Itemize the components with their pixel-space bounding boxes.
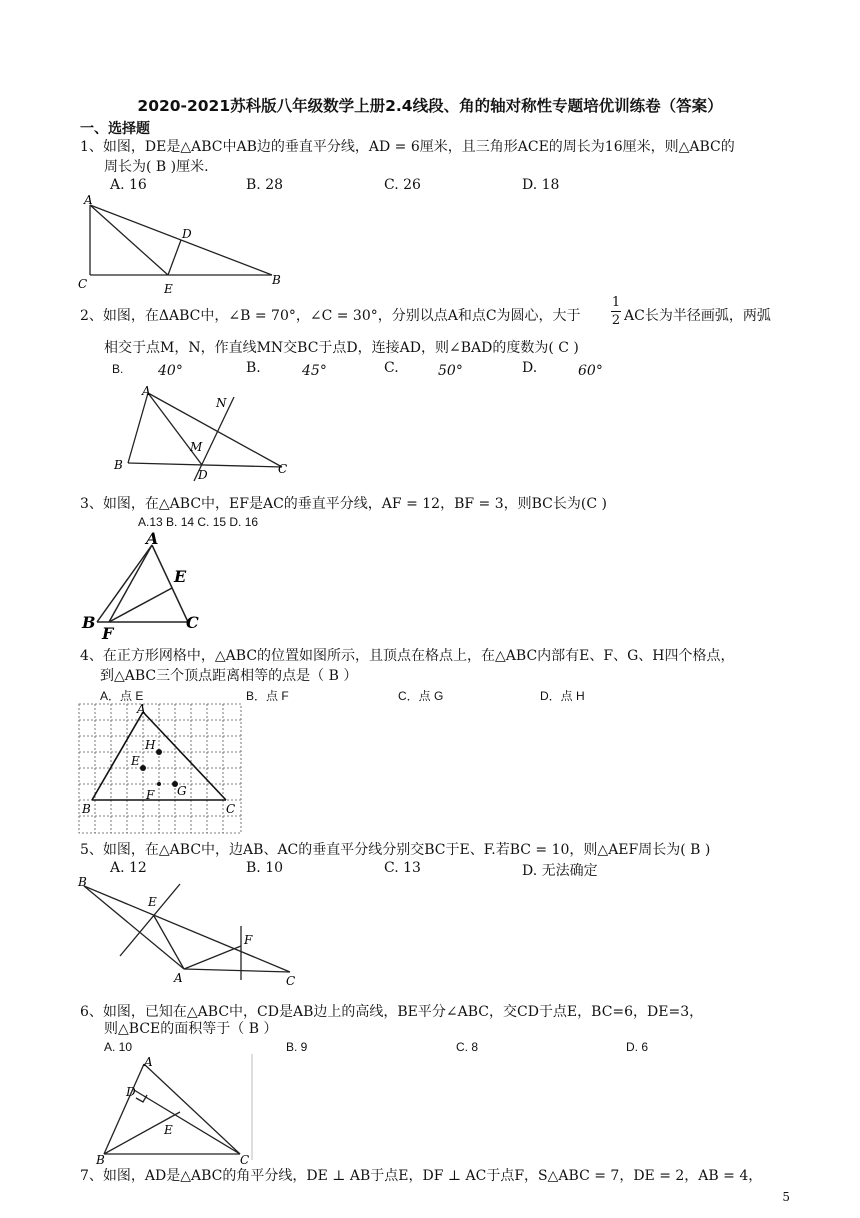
q4-option-d: D．点 H bbox=[540, 689, 585, 703]
q3-label-b: B bbox=[82, 613, 96, 632]
q1-label-b: B bbox=[272, 273, 281, 287]
q5-stem-line1: 5、如图，在△ABC中，边AB、AC的垂直平分线分别交BC于E、F.若BC = 10，则△AEF周长为( B ) bbox=[80, 842, 711, 858]
q2-stem-line2: 相交于点M，N，作直线MN交BC于点D，连接AD，则∠BAD的度数为( C ) bbox=[104, 340, 579, 356]
q3-options: A.13 B. 14 C. 15 D. 16 bbox=[138, 515, 259, 529]
q1-stem-line1: 1、如图，DE是△ABC中AB边的垂直平分线，AD = 6厘米，且三角形ACE的周长为16厘米，则△ABC的 bbox=[80, 139, 735, 155]
q2-frac-num: 1 bbox=[611, 295, 621, 310]
q2-option-c-letter: C. bbox=[384, 360, 399, 376]
q6-label-c: C bbox=[240, 1153, 250, 1166]
q7-stem-line1: 7、如图，AD是△ABC的角平分线，DE ⊥ AB于点E，DF ⊥ AC于点F，S△ABC = 7，DE = 2，AB = 4， bbox=[80, 1168, 763, 1184]
q5-figure bbox=[76, 874, 298, 990]
q3-label-a: A bbox=[146, 530, 159, 548]
q4-label-h: H bbox=[145, 738, 156, 752]
q2-fraction bbox=[611, 296, 621, 327]
q2-option-a-value: 40° bbox=[158, 363, 183, 379]
q5-label-c: C bbox=[286, 974, 296, 988]
q2-label-c: C bbox=[278, 462, 288, 476]
q5-label-e: E bbox=[148, 895, 157, 909]
q3-figure bbox=[80, 530, 210, 640]
q4-label-f: F bbox=[146, 788, 155, 802]
q2-label-d: D bbox=[198, 468, 208, 482]
q6-option-a: A. 10 bbox=[104, 1040, 133, 1054]
q5-label-f: F bbox=[244, 933, 253, 947]
q6-option-b: B. 9 bbox=[286, 1040, 308, 1054]
q2-stem-line1a: 2、如图，在ΔABC中，∠B = 70°，∠C = 30°，分别以点A和点C为圆心，大于 bbox=[80, 308, 581, 324]
q1-label-a: A bbox=[84, 193, 93, 207]
q4-label-c: C bbox=[226, 802, 236, 816]
q4-option-b: B．点 F bbox=[246, 689, 289, 703]
q1-label-e: E bbox=[164, 282, 173, 296]
q5-label-a: A bbox=[174, 971, 183, 985]
q2-label-a: A bbox=[142, 385, 151, 398]
q6-option-d: D. 6 bbox=[626, 1040, 649, 1054]
q6-stem-line2: 则△BCE的面积等于（ B ） bbox=[104, 1021, 278, 1037]
q2-label-n: N bbox=[216, 396, 227, 410]
q2-label-b: B bbox=[114, 458, 123, 472]
q2-option-b-letter: B. bbox=[246, 360, 261, 376]
q2-option-c-value: 50° bbox=[438, 363, 463, 379]
q1-option-d: D. 18 bbox=[522, 177, 560, 193]
q6-label-e: E bbox=[164, 1123, 173, 1137]
q4-label-b: B bbox=[82, 802, 91, 816]
q2-option-a-letter: B. bbox=[112, 362, 124, 376]
page-title: 2020-2021苏科版八年级数学上册2.4线段、角的轴对称性专题培优训练卷（答案） bbox=[137, 97, 723, 115]
q3-stem-line1: 3、如图，在△ABC中，EF是AC的垂直平分线，AF = 12，BF = 3，则BC长为(C ) bbox=[80, 496, 607, 512]
q1-label-c: C bbox=[78, 277, 88, 291]
q1-option-a: A. 16 bbox=[110, 177, 147, 193]
q6-figure bbox=[92, 1054, 258, 1166]
section-heading: 一、选择题 bbox=[80, 121, 150, 137]
q4-grid-figure bbox=[78, 703, 244, 835]
q5-option-b: B. 10 bbox=[246, 860, 284, 876]
q5-option-a: A. 12 bbox=[110, 860, 147, 876]
q6-stem-line1: 6、如图，已知在△ABC中，CD是AB边上的高线，BE平分∠ABC，交CD于点E，BC=6，DE=3， bbox=[80, 1004, 704, 1020]
q2-option-d-letter: D. bbox=[522, 360, 538, 376]
q2-figure bbox=[110, 385, 300, 485]
q1-option-b: B. 28 bbox=[246, 177, 284, 193]
q4-label-g: G bbox=[177, 784, 187, 798]
q6-label-a: A bbox=[144, 1055, 153, 1069]
q1-label-d: D bbox=[182, 227, 192, 241]
q5-option-c: C. 13 bbox=[384, 860, 421, 876]
q2-frac-den: 2 bbox=[611, 313, 621, 328]
q4-option-a: A．点 E bbox=[100, 689, 144, 703]
q5-option-d: D. 无法确定 bbox=[522, 863, 598, 879]
q1-option-c: C. 26 bbox=[384, 177, 421, 193]
q6-label-d: D bbox=[126, 1085, 136, 1099]
q4-stem-line2: 到△ABC三个顶点距离相等的点是（ B ） bbox=[100, 668, 358, 684]
q1-stem-line2: 周长为( B )厘米. bbox=[104, 159, 209, 175]
q1-figure bbox=[76, 192, 296, 300]
q3-label-e: E bbox=[174, 567, 187, 586]
q6-label-b: B bbox=[96, 1153, 105, 1166]
q4-label-a: A bbox=[137, 703, 146, 716]
q4-option-c: C．点 G bbox=[398, 689, 444, 703]
q6-option-c: C. 8 bbox=[456, 1040, 479, 1054]
q3-label-f: F bbox=[102, 624, 114, 640]
q4-stem-line1: 4、在正方形网格中，△ABC的位置如图所示，且顶点在格点上，在△ABC内部有E、F、G、H四个格点， bbox=[80, 648, 735, 664]
q4-label-e: E bbox=[131, 754, 140, 768]
page-number: 5 bbox=[782, 1190, 790, 1204]
q2-option-b-value: 45° bbox=[302, 363, 327, 379]
q2-stem-line1b: AC长为半径画弧，两弧 bbox=[624, 308, 771, 324]
q2-label-m: M bbox=[190, 440, 203, 454]
q5-label-b: B bbox=[78, 875, 87, 889]
q3-label-c: C bbox=[186, 613, 199, 632]
q2-option-d-value: 60° bbox=[578, 363, 603, 379]
